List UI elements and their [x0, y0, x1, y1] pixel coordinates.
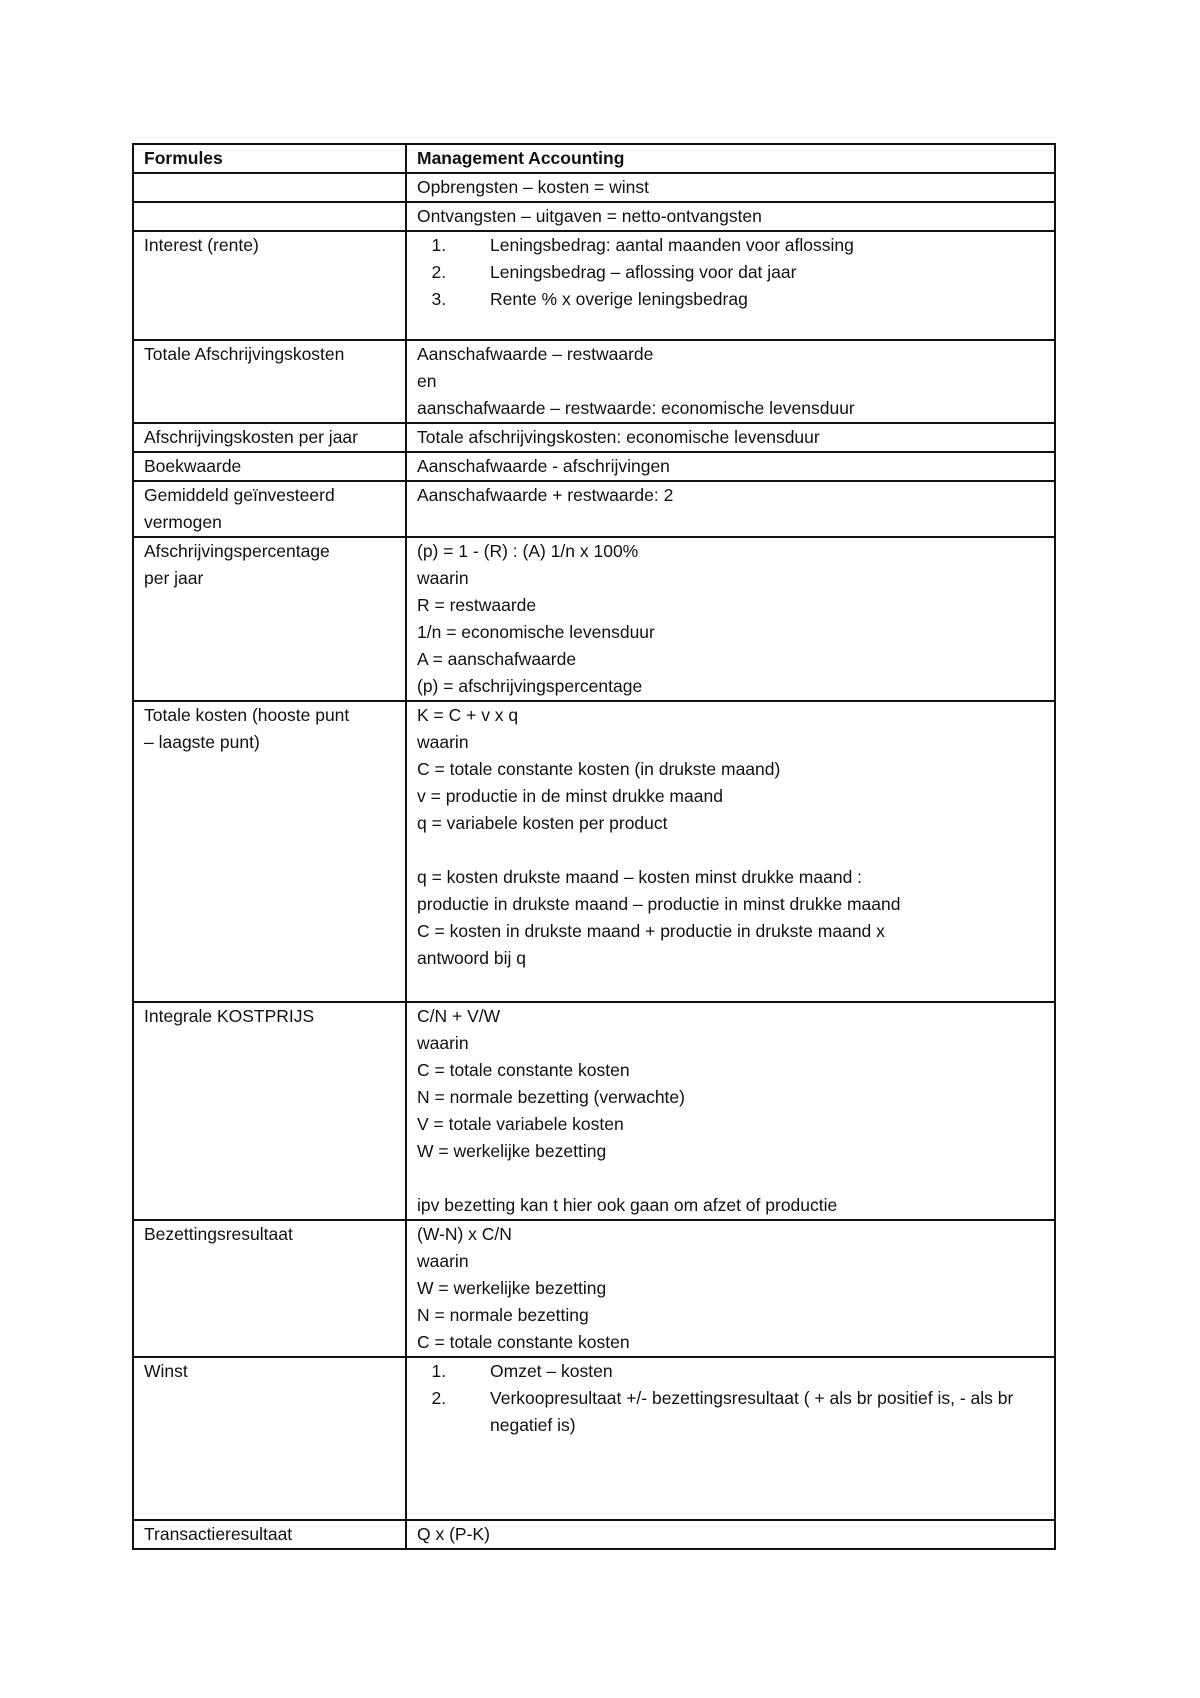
- formula-table: [132, 143, 1056, 1550]
- table-row: [133, 202, 1055, 231]
- table-row: [133, 1220, 1055, 1357]
- row-label-afschrijvingskosten-per-jaar: Afschrijvingskosten per jaar: [133, 423, 406, 452]
- row-label-afschrijvingspercentage: [133, 537, 406, 701]
- row-label-empty: [133, 202, 406, 231]
- formula-line: N = normale bezetting (verwachte): [417, 1087, 685, 1107]
- header-management-accounting: Management Accounting: [406, 144, 1055, 173]
- row-label-transactieresultaat: Transactieresultaat: [133, 1520, 406, 1549]
- list-item: 2. Leningsbedrag – aflossing voor dat jaar: [451, 259, 1044, 286]
- label-line: Totale kosten (hooste punt: [144, 705, 350, 725]
- formula-line: A = aanschafwaarde: [417, 649, 577, 669]
- interest-list: [417, 232, 1044, 313]
- formula-line: aanschafwaarde – restwaarde: economische levensduur: [417, 398, 855, 418]
- blank-line: [417, 837, 1044, 864]
- formula-line: (p) = 1 - (R) : (A) 1/n x 100%: [417, 541, 639, 561]
- formula-netto-ontvangsten: Ontvangsten – uitgaven = netto-ontvangsten: [406, 202, 1055, 231]
- formula-line: waarin: [417, 732, 469, 752]
- formula-line: q = kosten drukste maand – kosten minst drukke maand :: [417, 867, 863, 887]
- list-item: 1. Omzet – kosten: [451, 1358, 1044, 1385]
- table-row: [133, 452, 1055, 481]
- formula-line: C/N + V/W: [417, 1006, 501, 1026]
- label-line: vermogen: [144, 512, 222, 532]
- formula-line: V = totale variabele kosten: [417, 1114, 624, 1134]
- table-row: [133, 537, 1055, 701]
- formula-line: waarin: [417, 1033, 469, 1053]
- label-line: Afschrijvingspercentage: [144, 541, 330, 561]
- formula-line: en: [417, 371, 437, 391]
- formula-line: C = totale constante kosten (in drukste maand): [417, 759, 781, 779]
- table-row: [133, 173, 1055, 202]
- row-label-totale-kosten: [133, 701, 406, 1002]
- formula-transactieresultaat: Q x (P-K): [406, 1520, 1055, 1549]
- formula-line: C = totale constante kosten: [417, 1060, 630, 1080]
- formula-totale-afschrijvingskosten: [406, 340, 1055, 423]
- table-row: [133, 1002, 1055, 1220]
- formula-note: ipv bezetting kan t hier ook gaan om afzet of productie: [417, 1195, 838, 1215]
- list-item: 1. Leningsbedrag: aantal maanden voor aflossing: [451, 232, 1044, 259]
- table-row: [133, 701, 1055, 1002]
- row-label-integrale-kostprijs: Integrale KOSTPRIJS: [133, 1002, 406, 1220]
- formula-line: productie in drukste maand – productie in minst drukke maand: [417, 894, 901, 914]
- row-label-gemiddeld-geinvesteerd-vermogen: [133, 481, 406, 537]
- formula-afschrijvingskosten-per-jaar: Totale afschrijvingskosten: economische levensduur: [406, 423, 1055, 452]
- formula-line: W = werkelijke bezetting: [417, 1141, 607, 1161]
- winst-list: [417, 1358, 1044, 1439]
- table-row: [133, 1520, 1055, 1549]
- formula-line: waarin: [417, 1251, 469, 1271]
- formula-line: antwoord bij q: [417, 948, 526, 968]
- formula-bezettingsresultaat: [406, 1220, 1055, 1357]
- formula-line: q = variabele kosten per product: [417, 813, 668, 833]
- row-label-totale-afschrijvingskosten: Totale Afschrijvingskosten: [133, 340, 406, 423]
- table-row: [133, 423, 1055, 452]
- formula-line: K = C + v x q: [417, 705, 519, 725]
- formula-winst: [406, 1357, 1055, 1520]
- header-formules: Formules: [133, 144, 406, 173]
- row-label-interest: Interest (rente): [133, 231, 406, 340]
- formula-afschrijvingspercentage: [406, 537, 1055, 701]
- formula-line: C = kosten in drukste maand + productie in drukste maand x: [417, 921, 885, 941]
- table-row: [133, 340, 1055, 423]
- formula-line: C = totale constante kosten: [417, 1332, 630, 1352]
- list-item: 2. Verkoopresultaat +/- bezettingsresultaat ( + als br positief is, - als br negatief is): [451, 1385, 1044, 1439]
- formula-line: 1/n = economische levensduur: [417, 622, 655, 642]
- formula-line: R = restwaarde: [417, 595, 537, 615]
- label-line: Gemiddeld geïnvesteerd: [144, 485, 335, 505]
- formula-line: (p) = afschrijvingspercentage: [417, 676, 643, 696]
- formula-line: v = productie in de minst drukke maand: [417, 786, 723, 806]
- formula-line: (W-N) x C/N: [417, 1224, 512, 1244]
- formula-line: Aanschafwaarde – restwaarde: [417, 344, 654, 364]
- formula-line: waarin: [417, 568, 469, 588]
- formula-totale-kosten: [406, 701, 1055, 1002]
- formula-line: N = normale bezetting: [417, 1305, 589, 1325]
- formula-gemiddeld-geinvesteerd-vermogen: Aanschafwaarde + restwaarde: 2: [406, 481, 1055, 537]
- label-line: per jaar: [144, 568, 204, 588]
- table-row: [133, 1357, 1055, 1520]
- label-line: – laagste punt): [144, 732, 260, 752]
- formula-winst-basis: Opbrengsten – kosten = winst: [406, 173, 1055, 202]
- list-item: 3. Rente % x overige leningsbedrag: [451, 286, 1044, 313]
- formula-boekwaarde: Aanschafwaarde - afschrijvingen: [406, 452, 1055, 481]
- row-label-winst: Winst: [133, 1357, 406, 1520]
- row-label-boekwaarde: Boekwaarde: [133, 452, 406, 481]
- formula-line: W = werkelijke bezetting: [417, 1278, 607, 1298]
- blank-line: [417, 1165, 1044, 1192]
- row-label-empty: [133, 173, 406, 202]
- formula-integrale-kostprijs: [406, 1002, 1055, 1220]
- table-row: [133, 231, 1055, 340]
- formula-interest: [406, 231, 1055, 340]
- table-row: [133, 481, 1055, 537]
- row-label-bezettingsresultaat: Bezettingsresultaat: [133, 1220, 406, 1357]
- table-header-row: [133, 144, 1055, 173]
